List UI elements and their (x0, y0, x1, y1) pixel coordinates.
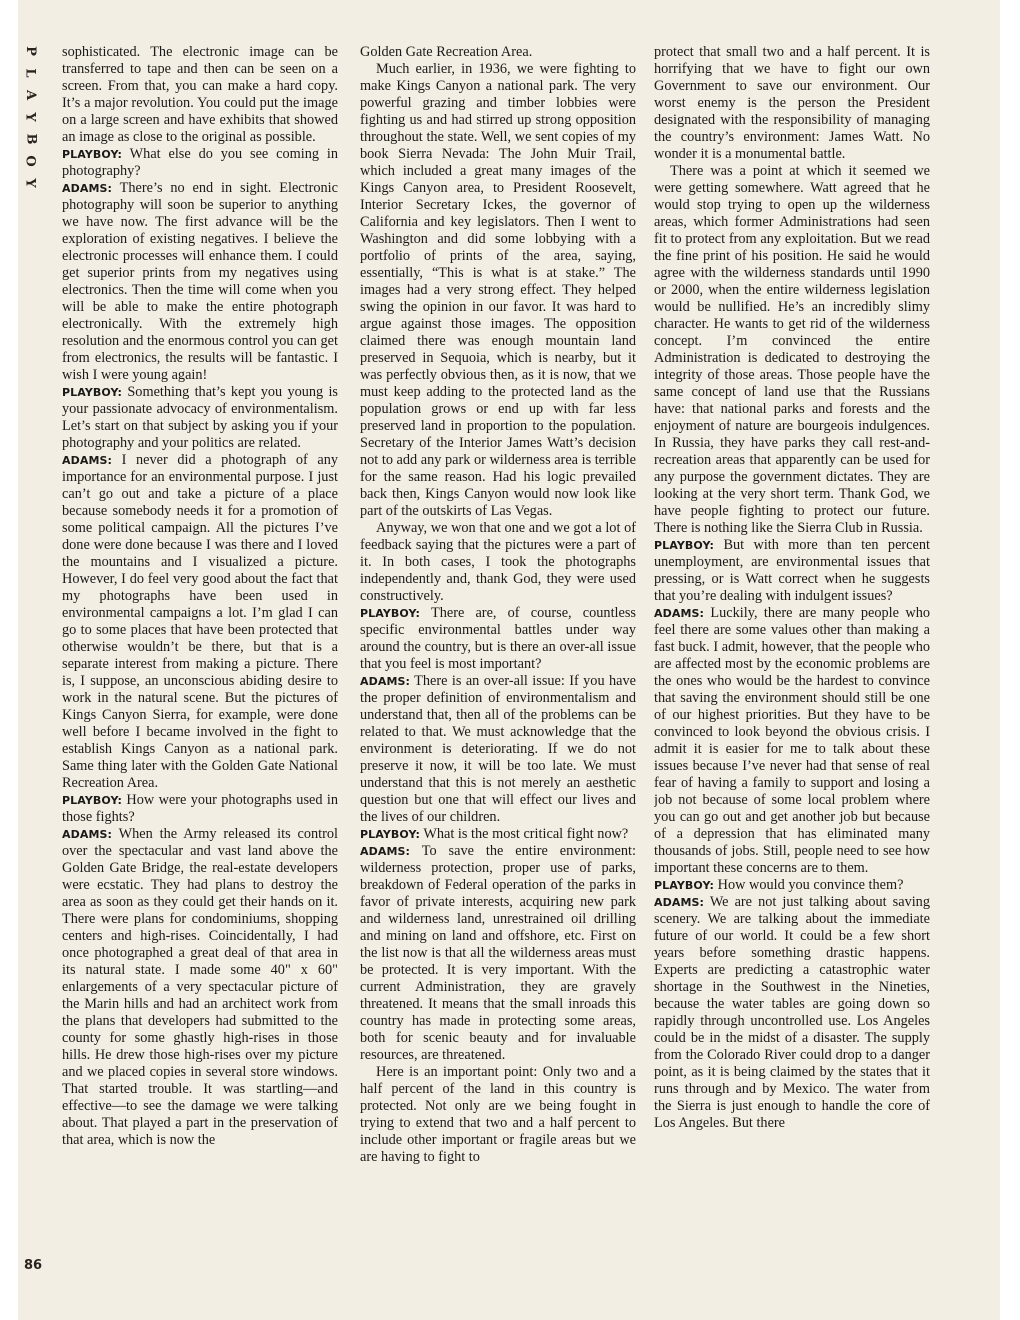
text-column-1 (62, 44, 338, 1274)
magazine-name-vertical: P L A Y B O Y (22, 46, 38, 188)
paragraph-text: Golden Gate Recreation Area. (360, 44, 533, 60)
paragraph (360, 605, 636, 673)
paragraph-text: Luckily, there are many people who feel there are some values other than making a fast buck. I admit, however, that the people who are affected most by the economic problems are the ones who would be the hardest to convince that saving the environment should still be one of our highest priorities. But they have to be convinced to look beyond the obvious crisis. I admit it is easier for me to talk about these issues because I’ve never had that sense of real fear of having a family to support and losing a job not because of some local problem where you can go out and get another job but because of a depression that has eliminated many thousands of jobs. Still, people need to see how important these concerns are to them. (654, 605, 930, 876)
paragraph (62, 792, 338, 826)
paragraph (62, 146, 338, 180)
speaker-label: PLAYBOY: (360, 607, 421, 620)
speaker-label: PLAYBOY: (62, 794, 123, 807)
paragraph-text: I never did a photograph of any importance for an environmental purpose. I just can’t go out and take a picture of a place because somebody needs it for a promotion of some political campaign. All the pictures I’ve done were done because I was there and I loved the mountains and I visualized a picture. However, I do feel very good about the fact that my photographs have been used in environmental campaigns a lot. I’m glad I can go to some places that have been protected that otherwise wouldn’t be there, but that is a separate interest from making a picture. There is, I suppose, an unconscious abiding desire to work in the natural scene. But the pictures of Kings Canyon Sierra, for example, were done well before I became involved in the fight to establish Kings Canyon as a national park. Same thing later with the Golden Gate National Recreation Area. (62, 452, 338, 791)
speaker-label: ADAMS: (62, 828, 113, 841)
speaker-label: ADAMS: (654, 896, 705, 909)
speaker-label: PLAYBOY: (654, 879, 715, 892)
paragraph (654, 163, 930, 537)
paragraph (360, 44, 636, 61)
paragraph-text: Anyway, we won that one and we got a lot of feedback saying that the pictures were a part of it. In both cases, I took the photographs independently and, thank God, they were used constructively. (360, 520, 636, 604)
paragraph (360, 673, 636, 826)
paragraph (62, 384, 338, 452)
paragraph (62, 180, 338, 384)
paragraph (654, 894, 930, 1132)
paragraph-text: To save the entire environment: wilderness protection, proper use of parks, breakdown of Federal operation of the parks in favor of private interests, acquiring new park and wilderness land, unrestrained oil drilling and mining on land and offshore, etc. First on the list now is that all the wilderness areas must be protected. It is very important. With the current Administration, they are gravely threatened. It means that the small inroads this country has made in protecting some areas, both for scenic beauty and for invaluable resources, are threatened. (360, 843, 636, 1063)
speaker-label: PLAYBOY: (62, 386, 123, 399)
paragraph (62, 452, 338, 792)
paragraph (360, 843, 636, 1064)
text-column-3 (654, 44, 930, 1274)
speaker-label: PLAYBOY: (62, 148, 123, 161)
paragraph-text: Something that’s kept you young is your passionate advocacy of environmentalism. Let’s start on that subject by asking you if your photography and your politics are related. (62, 384, 338, 451)
speaker-label: PLAYBOY: (360, 828, 421, 841)
paragraph-text: How would you convince them? (717, 877, 904, 893)
paragraph-text: But with more than ten percent unemployment, are environmental issues that pressing, or is Watt correct when he suggests that you’re dealing with indulgent issues? (654, 537, 930, 604)
page-number: 86 (24, 1258, 43, 1273)
paragraph (654, 605, 930, 877)
speaker-label: ADAMS: (62, 182, 113, 195)
speaker-label: PLAYBOY: (654, 539, 715, 552)
text-column-2 (360, 44, 636, 1274)
paragraph-text: What else do you see coming in photography? (62, 146, 338, 179)
paragraph-text: There are, of course, countless specific environmental battles under way around the country, but is there an over-all issue that you feel is most important? (360, 605, 636, 672)
paragraph-text: There is an over-all issue: If you have the proper definition of environmentalism and understand that, then all of the problems can be related to that. We must acknowledge that the environment is deteriorating. If we do not preserve it now, it will be too late. We must understand that this is not merely an aesthetic question but one that will effect our lives and the lives of our children. (360, 673, 636, 825)
paragraph (360, 520, 636, 605)
speaker-label: ADAMS: (62, 454, 113, 467)
paragraph-text: Much earlier, in 1936, we were fighting to make Kings Canyon a national park. The very powerful grazing and timber lobbies were fighting us and had stirred up strong opposition throughout the state. Well, we sent copies of my book Sierra Nevada: The John Muir Trail, which included a great many images of the Kings Canyon area, to President Roosevelt, Interior Secretary Ickes, the governor of California and key legislators. Then I went to Washington and did some lobbying with a portfolio of prints of the area, saying, essentially, “This is what is at stake.” The images had a very strong effect. They helped swing the opinion in our favor. It was hard to argue against those images. The opposition claimed there was enough mountain land preserved in Sequoia, which is nearby, but it was perfectly obvious then, as it is now, that we must keep adding to the protected land as the population grows or end up with far less preserved land in proportion to the population. Secretary of the Interior James Watt’s decision not to add any park or wilderness area is terrible for the same reason. Had his logic prevailed back then, Kings Canyon would now look like part of the outskirts of Las Vegas. (360, 61, 636, 519)
paragraph (62, 44, 338, 146)
paragraph (654, 537, 930, 605)
paragraph-text: We are not just talking about saving scenery. We are talking about the immediate future of our world. It could be a few short years before something drastic happens. Experts are predicting a catastrophic water shortage in the Southwest in the Nineties, because the water tables are going down so rapidly through uncontrolled use. Los Angeles could be in the midst of a disaster. The supply from the Colorado River could drop to a danger point, as it is being claimed by the states that it runs through and by Mexico. The water from the Sierra is just enough to handle the core of Los Angeles. But there (654, 894, 930, 1131)
paragraph-text: What is the most critical fight now? (423, 826, 629, 842)
paragraph (360, 826, 636, 843)
paragraph-text: protect that small two and a half percent. It is horrifying that we have to fight our own Government to save our environment. Our worst enemy is the person the President designated with the responsibility of managing the country’s environment: James Watt. No wonder it is a monumental battle. (654, 44, 930, 162)
speaker-label: ADAMS: (360, 845, 411, 858)
paragraph-text: There’s no end in sight. Electronic photography will soon be superior to anything we have now. The first advance will be the exploration of existing negatives. I believe the electronic processes will enhance them. I could get superior prints from my negatives using electronics. Then the time will come when you will be able to make the entire photograph electronically. With the extremely high resolution and the enormous control you can get from electronics, the results will be fantastic. I wish I were young again! (62, 180, 338, 383)
paragraph-text: How were your photographs used in those fights? (62, 792, 338, 825)
speaker-label: ADAMS: (654, 607, 705, 620)
paragraph (654, 877, 930, 894)
paragraph (654, 44, 930, 163)
paragraph (360, 61, 636, 520)
paragraph-text: There was a point at which it seemed we were getting somewhere. Watt agreed that he would stop trying to open up the wilderness areas, which former Administrations had seen fit to protect from any exploitation. But we read the fine print of his position. He said he would agree with the wilderness standards until 1990 or 2000, when the entire wilderness legislation would be nullified. He’s an incredibly slimy character. He wants to get rid of the wilderness concept. I’m convinced the entire Administration is dedicated to destroying the integrity of those areas. Those people have the same concept of land use that the Russians have: that national parks and forests and the enjoyment of nature are bourgeois indulgences. In Russia, they have parks they call rest-and-recreation areas that apparently can be used for any purpose the government dictates. They are looking at the very short term. Thank God, we have people fighting to protect our future. There is nothing like the Sierra Club in Russia. (654, 163, 930, 536)
paragraph-text: Here is an important point: Only two and a half percent of the land in this country is protected. Not only are we being fought in trying to extend that two and a half percent to include other important or fragile areas but we are having to fight to (360, 1064, 636, 1165)
paragraph (62, 826, 338, 1149)
paragraph (360, 1064, 636, 1166)
paragraph-text: When the Army released its control over the spectacular and vast land above the Golden Gate Bridge, the real-estate developers were ecstatic. They had plans to destroy the area as soon as they could get their hands on it. There were plans for condominiums, shopping centers and high-rises. Coincidentally, I had once photographed a great deal of that area in its natural state. I made some 40" x 60" enlargements of a very spectacular picture of the Marin hills and had an architect work from the plans that developers had submitted to the county for some ghastly high-rises in those hills. He drew those high-rises over my picture and we placed copies in several store windows. That started trouble. It was startling—and effective—to see the damage we were talking about. That played a part in the preservation of that area, which is now the (62, 826, 338, 1148)
paragraph-text: sophisticated. The electronic image can be transferred to tape and then can be seen on a screen. From that, you can make a hard copy. It’s a major revolution. You could put the image on a large screen and have exhibits that showed an image as close to the original as possible. (62, 44, 338, 145)
speaker-label: ADAMS: (360, 675, 411, 688)
